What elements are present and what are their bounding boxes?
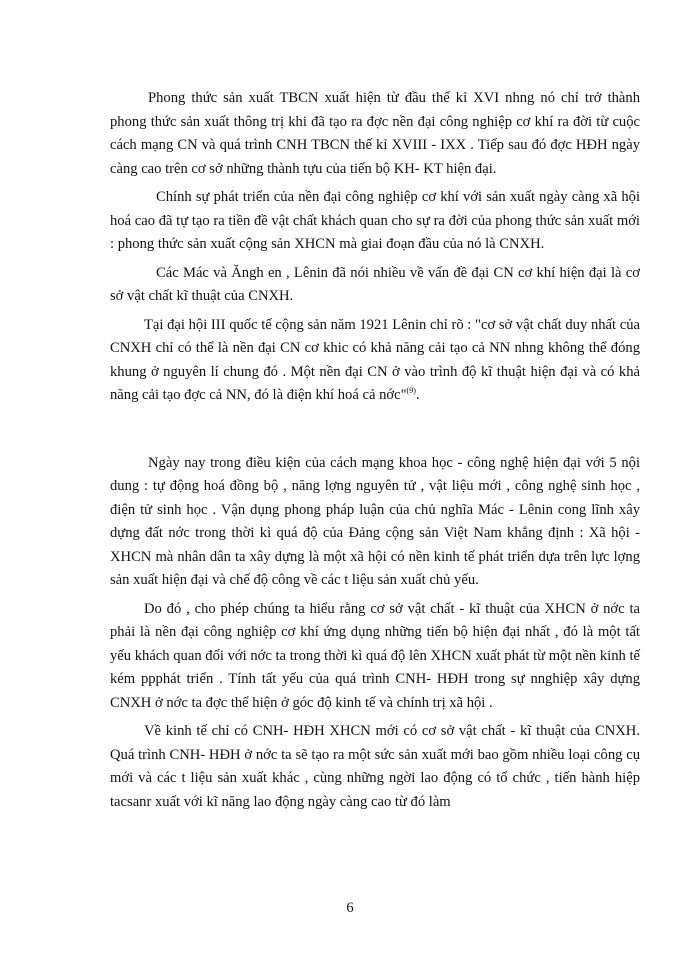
page-number: 6 <box>346 900 354 916</box>
body-text-upper <box>110 87 640 819</box>
paragraph-4 <box>110 314 640 408</box>
paragraph-3: Các Mác và Ăngh en , Lênin đã nói nhiều về vấn đề đại CN cơ khí hiện đại là cơ sở vật chất kĩ thuật của CNXH. <box>110 264 640 304</box>
paragraph-6: Do đó , cho phép chúng ta hiểu rằng cơ sở vật chất - kĩ thuật của XHCN ở nớc ta phải là nền đại công nghiệp cơ khí ứng dụng những tiến bộ hiện đại nhất , đó là một tất yếu khách quan đối với nớc ta trong thời kì quá độ lên XHCN xuất phát từ một nền kinh tế kém ppphát triển . Tính tất yếu của quá trình CNH- HĐH trong sự nnghiệp xây dựng CNXH ở nớc ta đợc thể hiện ở góc độ kinh tế và chính trị xã hội . <box>110 600 640 711</box>
quote-text: Tại đại hội III quốc tế cộng sản năm 1921 Lênin chỉ rõ : "cơ sở vật chất duy nhất của CNXH chỉ có thể là nền đại CN cơ khic có khả năng cải tạo cả NN nhng không thể đóng khung ở nguyên lí chung đó . Một nền đại CN ở vào trình độ kĩ thuật hiện đại và có khả năng cải tạo đợc cả NN, đó là điện khí hoá cả nớc" <box>110 316 640 403</box>
paragraph-2: Chính sự phát triển của nền đại công nghiệp cơ khí với sản xuất ngày càng xã hội hoá cao đã tự tạo ra tiền đề vật chất khách quan cho sự ra đời của phong thức sản xuất mới : phong thức sản xuất cộng sản XHCN mà giai đoạn đầu của nó là CNXH. <box>110 189 640 252</box>
paragraph-5: Ngày nay trong điều kiện của cách mạng khoa học - công nghệ hiện đại với 5 nội dung : tự động hoá đồng bộ , năng lợng nguyên tử , vật liệu mới , công nghệ sinh học , điện tử sinh học . Vận dụng phong pháp luận của chủ nghĩa Mác - Lênin cong lĩnh xây dựng đất nớc trong thời kì quá độ của Đảng cộng sản Việt Nam khẳng định : Xã hội - XHCN mà nhân dân ta xây dựng là một xã hội có nền kinh tế phát triển dựa trên lực lợng sản xuất hiện đại và chế độ công về các t liệu sản xuất chủ yếu. <box>110 454 640 588</box>
footnote-marker: (9) <box>406 386 416 396</box>
paragraph-1: Phong thức sản xuất TBCN xuất hiện từ đầu thế kỉ XVI nhng nó chỉ trở thành phong thức sản xuất thông trị khi đã tạo ra đợc nền đại công nghiệp cơ khí ra đời từ cuộc cách mạng CN và quá trình CNH TBCN thế kỉ XVIII - IXX . Tiếp sau đó đợc HĐH ngày càng cao trên cơ sở những thành tựu của tiến bộ KH- KT hiện đại. <box>110 90 640 177</box>
quote-end: . <box>415 387 420 403</box>
paragraph-7: Về kinh tế chỉ có CNH- HĐH XHCN mới có cơ sở vật chất - kĩ thuật của CNXH. Quá trình CNH- HĐH ở nớc ta sẽ tạo ra một sức sản xuất mới bao gồm nhiều loại công cụ mới và các t liệu sản xuất khác , cùng những ngời lao động có tổ chức , tiến hành hiệp tacsanr xuất với kĩ năng lao động ngày càng cao từ đó làm <box>110 723 640 810</box>
